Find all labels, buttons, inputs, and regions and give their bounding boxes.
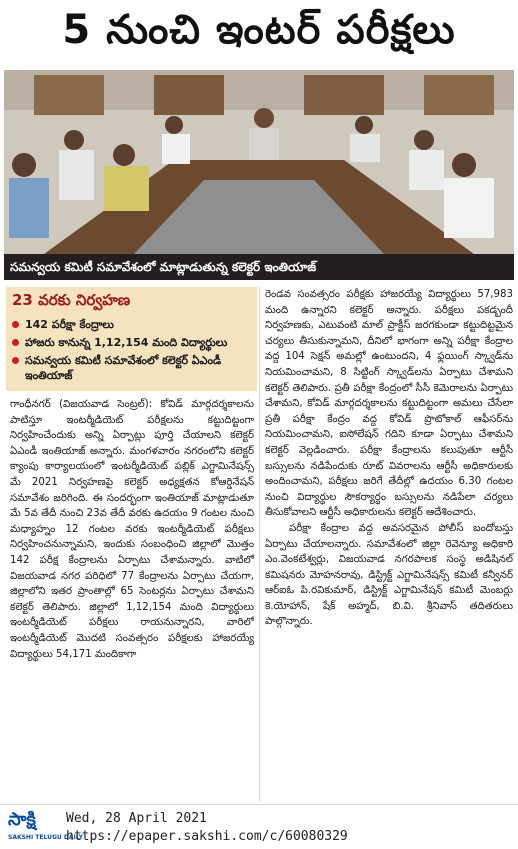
headline: 5 నుంచి ఇంటర్ పరీక్షలు	[62, 7, 456, 53]
article-left-column	[10, 397, 254, 662]
logo-text: సాక్షి	[8, 809, 36, 830]
epaper-link[interactable]: https://epaper.sakshi.com/c/60080329	[66, 829, 348, 844]
meeting-photo	[4, 70, 514, 254]
bullet-text: సమన్వయ కమిటీ సమావేశంలో కలెక్టర్ ఏఎండీ ఇంతియాజ్	[25, 354, 222, 382]
column-divider	[259, 287, 260, 802]
summary-bullet	[12, 335, 251, 350]
bullet-text: 142 పరీక్షా కేంద్రాలు	[25, 318, 114, 331]
bullet-icon	[12, 339, 19, 346]
bullet-icon	[12, 321, 19, 328]
summary-box	[6, 287, 257, 391]
article-right-column	[265, 287, 513, 630]
footer	[0, 804, 518, 849]
article-paragraph: పరీక్షా కేంద్రాల వద్ద అవసరమైన పోలీస్ బందోబస్తు ఏర్పాటు చేయాలన్నారు. సమావేశంలో జిల్లా రెవెన్యూ అధికారి ఎం.వెంకటేశ్వర్లు, విజయవాడ నగరపాలక సంస్థ అడిషినల్ కమిషనరు మోహనరావు, డిస్ట్రిక్ట్ ఎగ్జామినేషన్స్ కమిటీ కన్వీనర్ ఆర్ఐఓ పి.రవికుమార్, డిస్ట్రిక్ట్ ఎగ్జామినేషన్ కమిటీ మెంబర్లు కె.యోహాన్, షేక్ అహ్మద్, బి.వి. శ్రీనివాస్ తదితరులు పాల్గొన్నారు.	[265, 522, 513, 628]
photo-caption: సమన్వయ కమిటీ సమావేశంలో మాట్లాడుతున్న కలెక్టర్ ఇంతియాజ్	[4, 254, 514, 280]
bullet-icon	[12, 357, 19, 364]
bullet-text: హాజరు కానున్న 1,12,154 మంది విద్యార్థులు	[25, 336, 228, 349]
publish-date: Wed, 28 April 2021	[66, 811, 207, 826]
sakshi-logo	[8, 809, 83, 847]
summary-bullet	[12, 353, 251, 383]
summary-title: 23 వరకు నిర్వహణ	[12, 291, 131, 309]
logo-subtext: SAKSHI TELUGU DAILY	[8, 834, 83, 841]
article-paragraph: గాంధీనగర్ (విజయవాడ సెంట్రల్): కోవిడ్ మార్గదర్శకాలను పాటిస్తూ ఇంటర్మీడియెట్ పరీక్షలను కట్టుదిట్టంగా నిర్వహించేందుకు అన్ని ఏర్పాట్లు పూర్తి చేయాలని కలెక్టర్ ఏఎండీ ఇంతియాజ్ అన్నారు. మంగళవారం నగరంలోని కలెక్టర్ క్యాంపు కార్యాలయంలో ఇంటర్మీడియెట్ పబ్లిక్ ఎగ్జామినేషన్స్ మే 2021 నిర్వహణపై కలెక్టర్ అధ్యక్షతన కోఆర్డినేషన్ సమావేశం జరిగింది. ఈ సందర్భంగా ఇంతియాజ్ మాట్లాడుతూ మే 5వ తేదీ నుంచి 23వ తేదీ వరకు ఉదయం 9 గంటల నుంచి మధ్యాహ్నం 12 గంటల వరకు ఇంటర్మీడియెట్ పరీక్షలు నిర్వహించనున్నామని, ఇందుకు సంబంధించి జిల్లాలో మొత్తం 142 పరీక్ష కేంద్రాలను ఏర్పాటు చేశామన్నారు. వాటిలో విజయవాడ నగర పరిధిలో 77 కేంద్రాలను ఏర్పాటు చేయగా, జిల్లాలోని ఇతర ప్రాంతాల్లో 65 సెంటర్లను ఏర్పాటు చేశామని కలెక్టర్ తెలిపారు. జిల్లాలో 1,12,154 మంది విద్యార్థులు ఇంటర్మీడియెట్ పరీక్షలు రాయనున్నారని, వారిలో ఇంటర్మీడియెట్ మొదటి సంవత్సరం పరీక్షలకు హాజరయ్యే విద్యార్థులు 54,171 మందికాగా	[10, 399, 254, 660]
article-paragraph: రెండవ సంవత్సరం పరీక్షకు హాజరయ్యే విద్యార్థులు 57,983 మంది ఉన్నారని కలెక్టర్ అన్నారు. పరీక్షలు పకడ్బందీ నిర్వహణకు, ఎటువంటి మాల్ ప్రాక్టీస్ జరగకుండా కట్టుదిట్టమైన చర్యలు తీసుకున్నామని, దీనిలో భాగంగా అన్ని పరీక్షా కేంద్రాల వద్ద 104 సెక్షన్ అమల్లో ఉంటుందని, 4 ఫ్లయింగ్ స్క్వాడ్‌ను నియమించామని, 8 సిట్టింగ్ స్క్వాడ్‌లను ఏర్పాటు చేశామని కలెక్టర్ తెలిపారు. ప్రతీ పరీక్షా కేంద్రంలో సీసీ కెమెరాలను ఏర్పాటు చేశామని, కోవిడ్ మార్గదర్శకాలను కట్టుదిట్టంగా అమలు చేసేలా ప్రతీ పరీక్షా కేంద్రం వద్ద కోవిడ్ ప్రొటోకాల్ ఆఫీసర్‌ను నియమించామని, ఐసోలేషన్ గదిని కూడా ఏర్పాటు చేశామని కలెక్టర్ వెల్లడించారు. పరీక్షా కేంద్రాలను కలుపుతూ ఆర్టీసీ బస్సులను నడిపేందుకు రూట్ వివరాలను ఆర్టీసీ అధికారులకు అందించామని, పరీక్షలు జరిగే తేదీల్లో ఉదయం 6.30 గంటల నుంచి విద్యార్థుల సౌకర్యార్థం బస్సులను నడిపేలా చర్యలు తీసుకోవాలని ఆర్టీసీ అధికారులను కలెక్టర్ ఆదేశించారు.	[265, 289, 513, 519]
summary-bullet	[12, 317, 251, 332]
